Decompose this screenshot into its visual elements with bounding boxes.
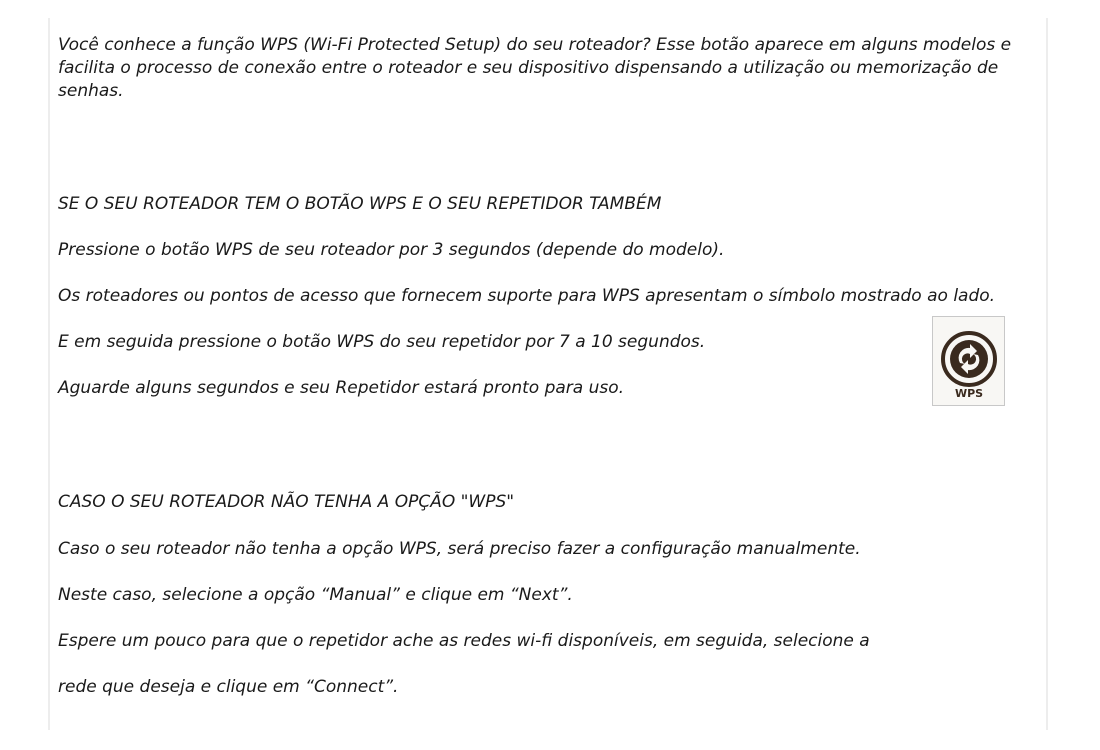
wps-icon: [933, 317, 1004, 405]
instruction-line: Pressione o botão WPS de seu roteador por 3 segundos (depende do modelo).: [58, 240, 725, 260]
section-heading-wps: SE O SEU ROTEADOR TEM O BOTÃO WPS E O SEU REPETIDOR TAMBÉM: [58, 194, 662, 214]
instruction-line: Neste caso, selecione a opção “Manual” e clique em “Next”.: [58, 585, 573, 605]
document-page: [48, 18, 1048, 730]
instruction-line: E em seguida pressione o botão WPS do seu repetidor por 7 a 10 segundos.: [58, 332, 706, 352]
instruction-line: rede que deseja e clique em “Connect”.: [58, 677, 399, 697]
instruction-line: Espere um pouco para que o repetidor ache as redes wi-fi disponíveis, em seguida, selecione a: [58, 631, 870, 651]
wps-label: WPS: [954, 387, 984, 400]
instruction-line: Os roteadores ou pontos de acesso que fornecem suporte para WPS apresentam o símbolo mostrado ao lado.: [58, 286, 996, 306]
intro-paragraph: Você conhece a função WPS (Wi-Fi Protected Setup) do seu roteador? Esse botão aparece em alguns modelos e facilita o processo de conexão entre o roteador e seu dispositivo dispensando a utilização ou memorização de senhas.: [58, 35, 1012, 101]
section-heading-manual: CASO O SEU ROTEADOR NÃO TENHA A OPÇÃO "WPS": [58, 492, 515, 512]
wps-logo: [932, 316, 1005, 406]
instruction-line: Caso o seu roteador não tenha a opção WPS, será preciso fazer a configuração manualmente.: [58, 539, 861, 559]
instruction-line: Aguarde alguns segundos e seu Repetidor estará pronto para uso.: [58, 378, 625, 398]
